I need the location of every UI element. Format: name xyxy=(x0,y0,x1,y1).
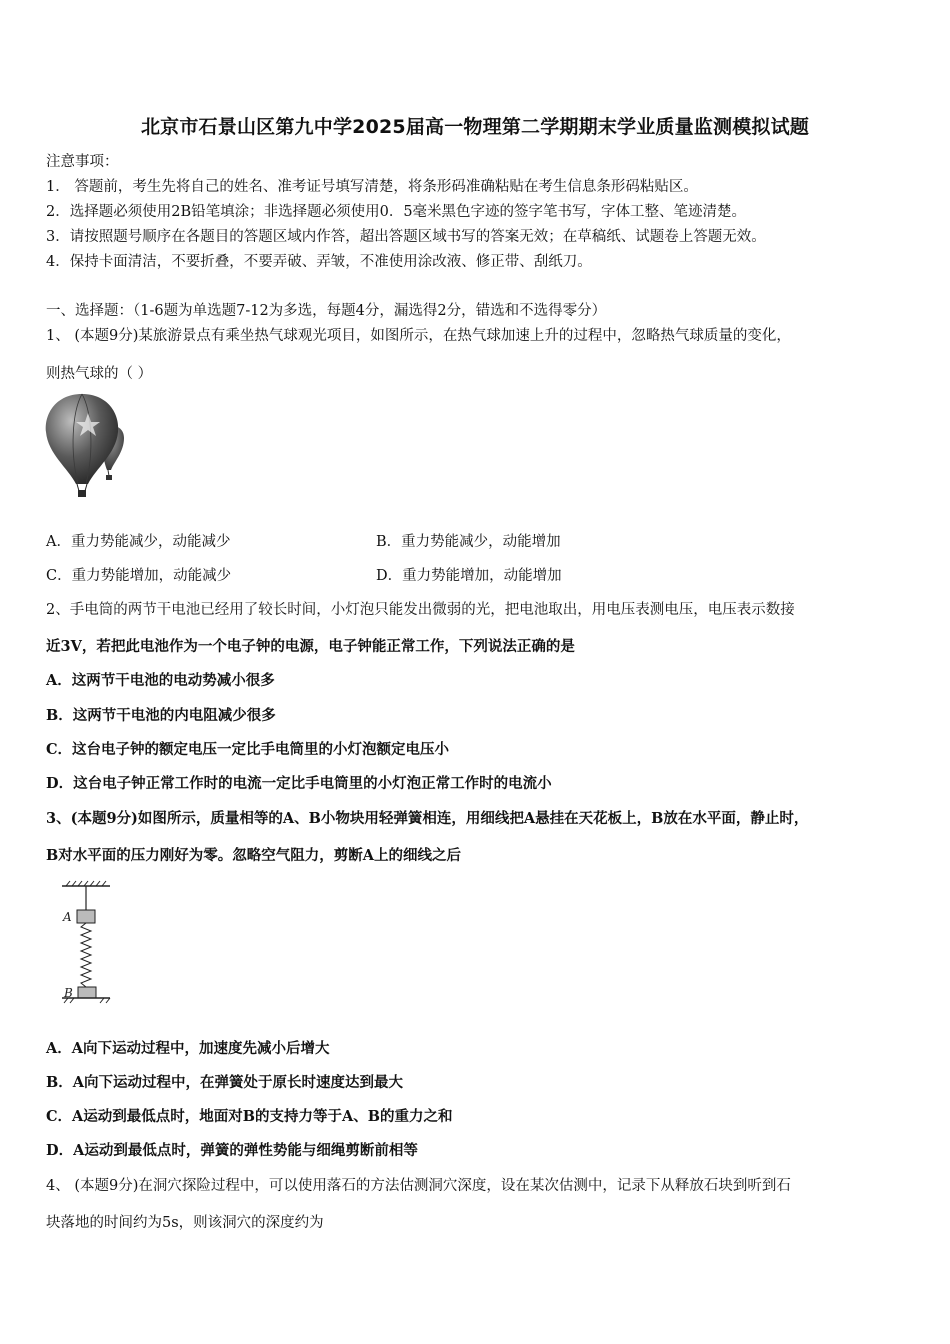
notice-item-3: 3．请按照题号顺序在各题目的答题区域内作答，超出答题区域书写的答案无效；在草稿纸、试题卷上答题无效。 xyxy=(46,229,766,245)
q1-option-a: A．重力势能减少，动能减少 xyxy=(46,534,231,550)
q2-option-a: A．这两节干电池的电动势减小很多 xyxy=(46,672,275,689)
q2-option-b: B．这两节干电池的内电阻减少很多 xyxy=(46,707,276,724)
q2-option-d: D．这台电子钟正常工作时的电流一定比手电筒里的小灯泡正常工作时的电流小 xyxy=(46,775,552,792)
q2-option-c: C．这台电子钟的额定电压一定比手电筒里的小灯泡额定电压小 xyxy=(46,741,450,758)
q3-stem-line-1: 3、(本题9分)如图所示，质量相等的A、B小物块用轻弹簧相连，用细线把A悬挂在天花板上，B放在水平面，静止时， xyxy=(46,810,809,827)
q3-option-b: B．A向下运动过程中，在弹簧处于原长时速度达到最大 xyxy=(46,1074,404,1091)
q4-stem-line-1: 4、 (本题9分)在洞穴探险过程中，可以使用落石的方法估测洞穴深度，设在某次估测中，记录下从释放石块到听到石 xyxy=(46,1178,791,1194)
q1-option-c: C．重力势能增加，动能减少 xyxy=(46,568,232,584)
hot-air-balloon-figure xyxy=(44,392,128,502)
q1-option-d: D．重力势能增加，动能增加 xyxy=(376,568,562,584)
q4-stem-line-2: 块落地的时间约为5s，则该洞穴的深度约为 xyxy=(46,1215,324,1231)
q1-stem-line-1: 1、 (本题9分)某旅游景点有乘坐热气球观光项目，如图所示，在热气球加速上升的过程中，忽略热气球质量的变化， xyxy=(46,328,791,344)
q3-option-a: A．A向下运动过程中，加速度先减小后增大 xyxy=(46,1040,330,1057)
q3-option-d: D．A运动到最低点时，弹簧的弹性势能与细绳剪断前相等 xyxy=(46,1142,418,1159)
q1-option-b: B．重力势能减少，动能增加 xyxy=(376,534,561,550)
q2-stem-line-2: 近3V，若把此电池作为一个电子钟的电源，电子钟能正常工作，下列说法正确的是 xyxy=(46,638,575,655)
block-b-label: B xyxy=(64,986,73,1000)
page-title: 北京市石景山区第九中学2025届高一物理第二学期期末学业质量监测模拟试题 xyxy=(140,116,810,138)
section-heading: 一、选择题：（1-6题为单选题7-12为多选，每题4分，漏选得2分，错选和不选得零分） xyxy=(46,303,607,319)
notice-item-2: 2．选择题必须使用2B铅笔填涂；非选择题必须使用0．5毫米黑色字迹的签字笔书写，字体工整、笔迹清楚。 xyxy=(46,204,747,220)
notice-item-4: 4．保持卡面清洁，不要折叠，不要弄破、弄皱，不准使用涂改液、修正带、刮纸刀。 xyxy=(46,254,592,270)
q3-option-c: C．A运动到最低点时，地面对B的支持力等于A、B的重力之和 xyxy=(46,1108,453,1125)
q1-stem-line-2: 则热气球的（ ） xyxy=(46,366,153,382)
notice-item-1: 1． 答题前，考生先将自己的姓名、准考证号填写清楚，将条形码准确粘贴在考生信息条形码粘贴区。 xyxy=(46,179,698,195)
notice-heading: 注意事项： xyxy=(46,154,119,170)
spring-blocks-figure xyxy=(58,880,114,1006)
block-a-label: A xyxy=(63,910,72,924)
q2-stem-line-1: 2、手电筒的两节干电池已经用了较长时间，小灯泡只能发出微弱的光，把电池取出，用电压表测电压，电压表示数接 xyxy=(46,602,795,618)
q3-stem-line-2: B对水平面的压力刚好为零。忽略空气阻力，剪断A上的细线之后 xyxy=(46,847,462,864)
